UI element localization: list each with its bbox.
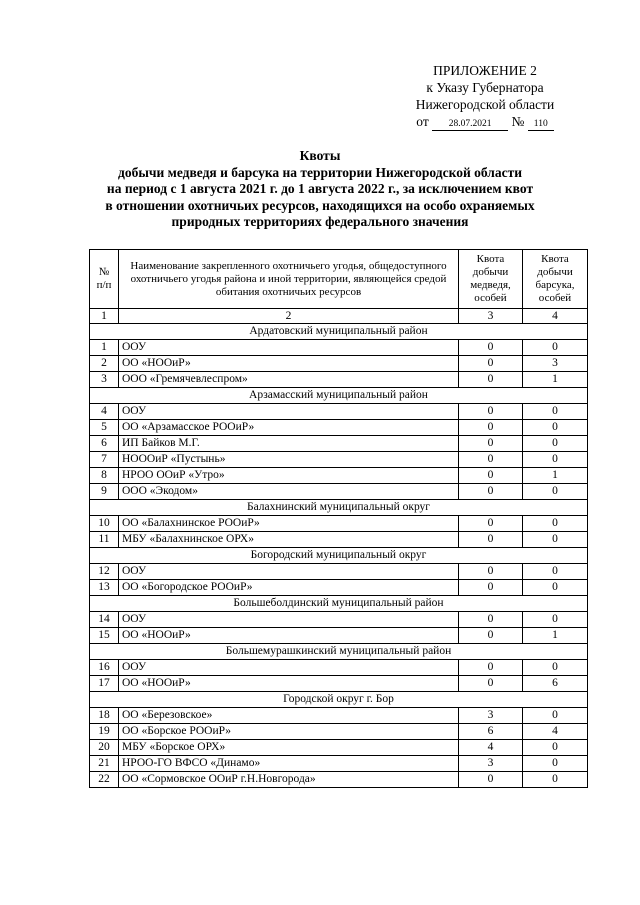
hunting-ground-name: ОО «Балахнинское РООиР» (119, 516, 459, 532)
row-number: 18 (90, 708, 119, 724)
table-row (90, 484, 588, 500)
hunting-ground-name: ОО «Арзамасское РООиР» (119, 420, 459, 436)
hunting-ground-name: МБУ «Балахнинское ОРХ» (119, 532, 459, 548)
bear-quota: 4 (459, 740, 523, 756)
badger-quota: 0 (523, 740, 588, 756)
table-row (90, 516, 588, 532)
header-num: № п/п (90, 250, 119, 309)
badger-quota: 0 (523, 452, 588, 468)
bear-quota: 0 (459, 340, 523, 356)
bear-quota: 0 (459, 532, 523, 548)
appendix-number: 110 (528, 118, 554, 131)
row-number: 21 (90, 756, 119, 772)
hunting-ground-name: ООУ (119, 404, 459, 420)
table-row (90, 564, 588, 580)
badger-quota: 1 (523, 628, 588, 644)
hunting-ground-name: ООО «Экодом» (119, 484, 459, 500)
table-row (90, 532, 588, 548)
quota-table (89, 249, 588, 788)
table-row (90, 420, 588, 436)
bear-quota: 3 (459, 708, 523, 724)
column-number: 4 (523, 309, 588, 324)
appendix-decree: к Указу Губернатора (426, 80, 544, 95)
bear-quota: 0 (459, 772, 523, 788)
hunting-ground-name: НРОО ООиР «Утро» (119, 468, 459, 484)
hunting-ground-name: МБУ «Борское ОРХ» (119, 740, 459, 756)
hunting-ground-name: НРОО-ГО ВФСО «Динамо» (119, 756, 459, 772)
badger-quota: 0 (523, 660, 588, 676)
badger-quota: 0 (523, 340, 588, 356)
badger-quota: 0 (523, 484, 588, 500)
district-row (90, 596, 588, 612)
bear-quota: 0 (459, 516, 523, 532)
table-row (90, 676, 588, 692)
row-number: 15 (90, 628, 119, 644)
hunting-ground-name: ООО «Гремячевлеспром» (119, 372, 459, 388)
table-body (90, 324, 588, 788)
table-row (90, 340, 588, 356)
badger-quota: 0 (523, 756, 588, 772)
badger-quota: 0 (523, 404, 588, 420)
column-number: 2 (119, 309, 459, 324)
title-line-3: на период с 1 августа 2021 г. до 1 августа 2022 г., за исключением квот (106, 181, 534, 196)
appendix-title: ПРИЛОЖЕНИЕ 2 (433, 63, 537, 78)
appendix-header (380, 62, 590, 131)
bear-quota: 0 (459, 580, 523, 596)
bear-quota: 0 (459, 564, 523, 580)
district-row (90, 548, 588, 564)
appendix-number-label: № (511, 114, 525, 129)
row-number: 9 (90, 484, 119, 500)
badger-quota: 1 (523, 372, 588, 388)
row-number: 22 (90, 772, 119, 788)
district-name: Балахнинский муниципальный округ (90, 500, 588, 516)
badger-quota: 0 (523, 708, 588, 724)
bear-quota: 0 (459, 372, 523, 388)
row-number: 10 (90, 516, 119, 532)
table-row (90, 612, 588, 628)
bear-quota: 6 (459, 724, 523, 740)
badger-quota: 0 (523, 532, 588, 548)
hunting-ground-name: ООУ (119, 612, 459, 628)
table-row (90, 772, 588, 788)
bear-quota: 0 (459, 468, 523, 484)
hunting-ground-name: ООУ (119, 564, 459, 580)
table-row (90, 580, 588, 596)
title-line-1: Квоты (299, 148, 341, 163)
row-number: 20 (90, 740, 119, 756)
row-number: 13 (90, 580, 119, 596)
table-row (90, 468, 588, 484)
table-row (90, 452, 588, 468)
hunting-ground-name: ОО «Сормовское ООиР г.Н.Новгорода» (119, 772, 459, 788)
bear-quota: 0 (459, 436, 523, 452)
row-number: 19 (90, 724, 119, 740)
hunting-ground-name: ОО «НООиР» (119, 356, 459, 372)
appendix-region: Нижегородской области (415, 97, 555, 112)
title-line-4: в отношении охотничьих ресурсов, находящихся на особо охраняемых (105, 197, 535, 213)
hunting-ground-name: ИП Байков М.Г. (119, 436, 459, 452)
hunting-ground-name: ОО «Богородское РООиР» (119, 580, 459, 596)
badger-quota: 0 (523, 612, 588, 628)
badger-quota: 0 (523, 420, 588, 436)
hunting-ground-name: НОООиР «Пустынь» (119, 452, 459, 468)
badger-quota: 0 (523, 772, 588, 788)
row-number: 8 (90, 468, 119, 484)
bear-quota: 0 (459, 612, 523, 628)
bear-quota: 0 (459, 356, 523, 372)
hunting-ground-name: ООУ (119, 660, 459, 676)
badger-quota: 6 (523, 676, 588, 692)
district-name: Большеболдинский муниципальный район (90, 596, 588, 612)
row-number: 16 (90, 660, 119, 676)
hunting-ground-name: ОО «НООиР» (119, 628, 459, 644)
table-row (90, 660, 588, 676)
badger-quota: 0 (523, 436, 588, 452)
row-number: 5 (90, 420, 119, 436)
badger-quota: 4 (523, 724, 588, 740)
row-number: 14 (90, 612, 119, 628)
column-number: 1 (90, 309, 119, 324)
row-number: 2 (90, 356, 119, 372)
badger-quota: 0 (523, 564, 588, 580)
badger-quota: 0 (523, 580, 588, 596)
row-number: 12 (90, 564, 119, 580)
row-number: 1 (90, 340, 119, 356)
district-row (90, 500, 588, 516)
row-number: 6 (90, 436, 119, 452)
hunting-ground-name: ОО «Борское РООиР» (119, 724, 459, 740)
table-row (90, 724, 588, 740)
hunting-ground-name: ОО «Березовское» (119, 708, 459, 724)
district-name: Ардатовский муниципальный район (90, 324, 588, 340)
district-name: Большемурашкинский муниципальный район (90, 644, 588, 660)
bear-quota: 0 (459, 660, 523, 676)
row-number: 11 (90, 532, 119, 548)
district-row (90, 388, 588, 404)
district-row (90, 692, 588, 708)
column-number: 3 (459, 309, 523, 324)
title-line-2: добычи медведя и барсука на территории Нижегородской области (118, 164, 522, 180)
badger-quota: 1 (523, 468, 588, 484)
row-number: 7 (90, 452, 119, 468)
badger-quota: 3 (523, 356, 588, 372)
bear-quota: 3 (459, 756, 523, 772)
district-name: Богородский муниципальный округ (90, 548, 588, 564)
table-row (90, 740, 588, 756)
table-row (90, 708, 588, 724)
appendix-from-label: от (416, 114, 429, 129)
table-row (90, 756, 588, 772)
badger-quota: 0 (523, 516, 588, 532)
bear-quota: 0 (459, 628, 523, 644)
row-number: 17 (90, 676, 119, 692)
document-title (60, 148, 580, 231)
district-name: Арзамасский муниципальный район (90, 388, 588, 404)
header-badger-quota: Квота добычи барсука, особей (523, 250, 588, 309)
row-number: 4 (90, 404, 119, 420)
district-row (90, 324, 588, 340)
table-row (90, 404, 588, 420)
table-row (90, 628, 588, 644)
bear-quota: 0 (459, 404, 523, 420)
district-name: Городской округ г. Бор (90, 692, 588, 708)
district-row (90, 644, 588, 660)
bear-quota: 0 (459, 484, 523, 500)
hunting-ground-name: ООУ (119, 340, 459, 356)
hunting-ground-name: ОО «НООиР» (119, 676, 459, 692)
table-header-row (90, 250, 588, 309)
appendix-date-line (380, 113, 590, 131)
table-row (90, 436, 588, 452)
appendix-date: 28.07.2021 (432, 118, 508, 131)
title-line-5: природных территориях федерального значения (171, 214, 469, 229)
column-number-row (90, 309, 588, 324)
header-bear-quota: Квота добычи медведя, особей (459, 250, 523, 309)
bear-quota: 0 (459, 452, 523, 468)
bear-quota: 0 (459, 420, 523, 436)
header-name: Наименование закрепленного охотничьего угодья, общедоступного охотничьего угодья района и иной территории, являющейся средой обитания охотничьих ресурсов (119, 250, 459, 309)
table-row (90, 372, 588, 388)
table-row (90, 356, 588, 372)
bear-quota: 0 (459, 676, 523, 692)
row-number: 3 (90, 372, 119, 388)
